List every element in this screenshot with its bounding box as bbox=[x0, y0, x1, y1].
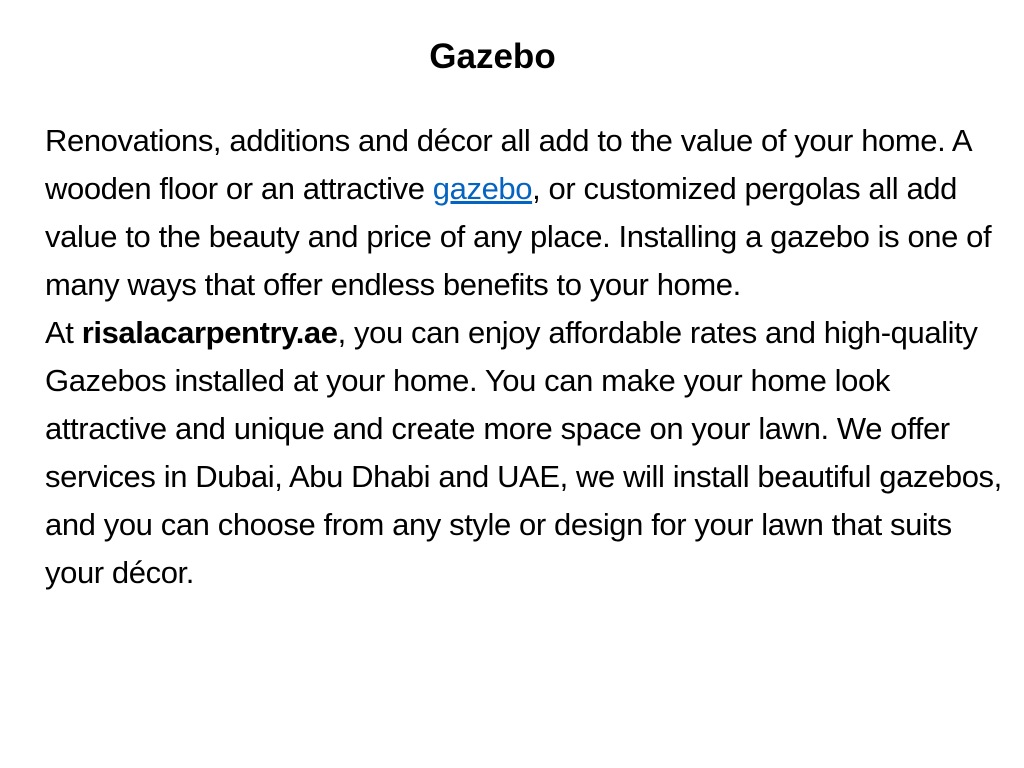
paragraph-intro-text-end: , or customized pergolas all add value to the beauty and price of any place. Installing a gazebo is one of many ways that offer endless benefits to your home. bbox=[45, 171, 992, 302]
gazebo-link[interactable]: gazebo bbox=[432, 171, 533, 206]
paragraph-company-text-start: At bbox=[45, 315, 82, 350]
paragraph-company-text-end: , you can enjoy affordable rates and high-quality Gazebos installed at your home. You can make your home look attractive and unique and create more space on your lawn. We offer services in Dubai, Abu Dhabi and UAE, we will install beautiful gazebos, and you can choose from any style or design for your lawn that suits your décor. bbox=[45, 315, 1002, 590]
slide-title: Gazebo bbox=[429, 37, 556, 76]
slide-body bbox=[45, 117, 1005, 597]
paragraph-company bbox=[45, 309, 1005, 597]
company-name: risalacarpentry.ae bbox=[81, 315, 338, 350]
paragraph-intro bbox=[45, 117, 1005, 309]
paragraph-intro-text-start: Renovations, additions and décor all add to the value of your home. A wooden floor or an attractive bbox=[45, 123, 971, 206]
